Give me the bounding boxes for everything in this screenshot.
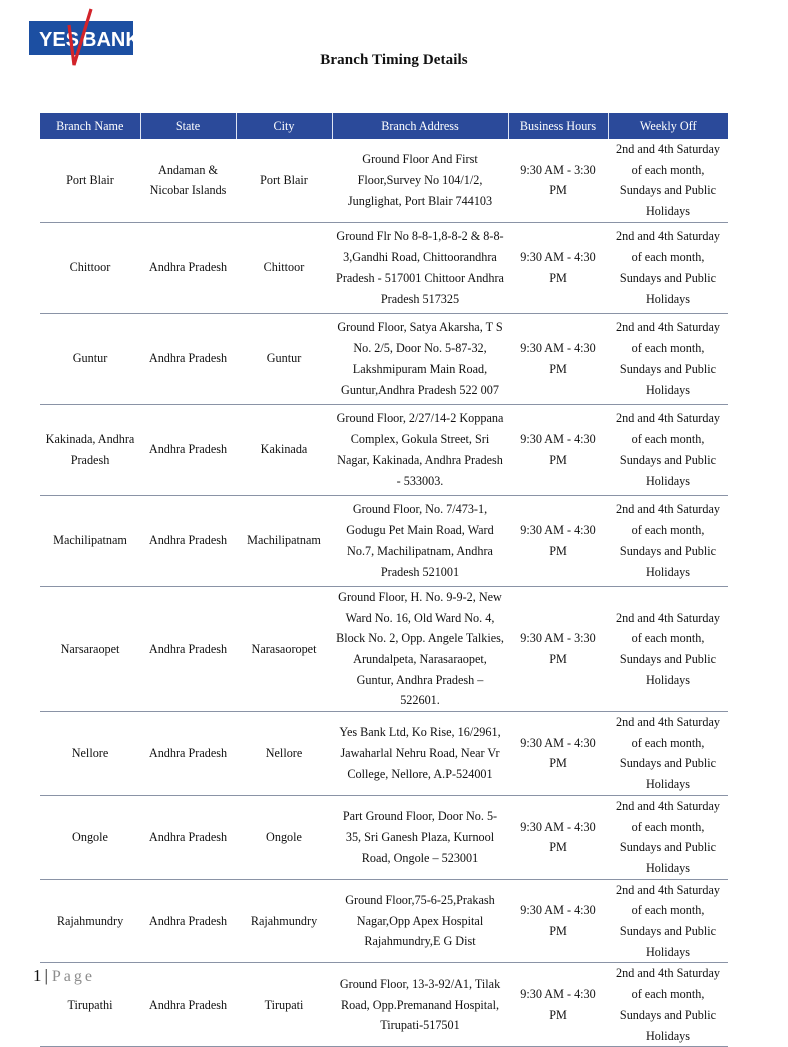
page-number: 1 bbox=[33, 966, 42, 985]
table-row bbox=[40, 404, 728, 495]
cell-business-hours: 9:30 AM - 4:30 PM bbox=[508, 222, 608, 313]
cell-business-hours: 9:30 AM - 4:30 PM bbox=[508, 963, 608, 1047]
header-branch-name: Branch Name bbox=[40, 113, 140, 139]
cell-weekly-off: 2nd and 4th Saturday of each month, Sundays and Public Holidays bbox=[608, 586, 728, 711]
cell-branch-address: Ground Floor, 13-3-92/A1, Tilak Road, Opp.Premanand Hospital, Tirupati-517501 bbox=[332, 963, 508, 1047]
cell-branch-address: Ground Floor And First Floor,Survey No 104/1/2, Junglighat, Port Blair 744103 bbox=[332, 139, 508, 222]
cell-branch-name: Port Blair bbox=[40, 139, 140, 222]
table-row bbox=[40, 495, 728, 586]
header-weekly-off: Weekly Off bbox=[608, 113, 728, 139]
cell-branch-name: Machilipatnam bbox=[40, 495, 140, 586]
cell-state: Andhra Pradesh bbox=[140, 712, 236, 796]
cell-branch-name: Ongole bbox=[40, 795, 140, 879]
cell-branch-address: Ground Floor, No. 7/473-1, Godugu Pet Main Road, Ward No.7, Machilipatnam, Andhra Pradesh 521001 bbox=[332, 495, 508, 586]
cell-weekly-off: 2nd and 4th Saturday of each month, Sundays and Public Holidays bbox=[608, 879, 728, 963]
cell-state: Andhra Pradesh bbox=[140, 404, 236, 495]
cell-city: Nellore bbox=[236, 712, 332, 796]
cell-weekly-off: 2nd and 4th Saturday of each month, Sundays and Public Holidays bbox=[608, 139, 728, 222]
cell-branch-name: Nellore bbox=[40, 712, 140, 796]
cell-business-hours: 9:30 AM - 4:30 PM bbox=[508, 404, 608, 495]
page-separator: | bbox=[44, 966, 48, 985]
cell-city: Chittoor bbox=[236, 222, 332, 313]
table-row bbox=[40, 222, 728, 313]
cell-state: Andhra Pradesh bbox=[140, 586, 236, 711]
table-row bbox=[40, 879, 728, 963]
cell-business-hours: 9:30 AM - 4:30 PM bbox=[508, 313, 608, 404]
cell-weekly-off: 2nd and 4th Saturday of each month, Sundays and Public Holidays bbox=[608, 963, 728, 1047]
cell-branch-address: Ground Floor,75-6-25,Prakash Nagar,Opp Apex Hospital Rajahmundry,E G Dist bbox=[332, 879, 508, 963]
cell-city: Rajahmundry bbox=[236, 879, 332, 963]
branch-timing-table bbox=[40, 113, 728, 1047]
cell-weekly-off: 2nd and 4th Saturday of each month, Sundays and Public Holidays bbox=[608, 712, 728, 796]
cell-business-hours: 9:30 AM - 3:30 PM bbox=[508, 586, 608, 711]
header-branch-address: Branch Address bbox=[332, 113, 508, 139]
header-business-hours: Business Hours bbox=[508, 113, 608, 139]
cell-city: Port Blair bbox=[236, 139, 332, 222]
cell-branch-name: Kakinada, Andhra Pradesh bbox=[40, 404, 140, 495]
cell-business-hours: 9:30 AM - 4:30 PM bbox=[508, 879, 608, 963]
cell-business-hours: 9:30 AM - 4:30 PM bbox=[508, 495, 608, 586]
cell-city: Machilipatnam bbox=[236, 495, 332, 586]
cell-branch-name: Narsaraopet bbox=[40, 586, 140, 711]
cell-weekly-off: 2nd and 4th Saturday of each month, Sundays and Public Holidays bbox=[608, 495, 728, 586]
header-state: State bbox=[140, 113, 236, 139]
cell-city: Guntur bbox=[236, 313, 332, 404]
cell-state: Andhra Pradesh bbox=[140, 963, 236, 1047]
header-city: City bbox=[236, 113, 332, 139]
logo-text-yes: YES bbox=[39, 29, 80, 51]
cell-state: Andhra Pradesh bbox=[140, 879, 236, 963]
cell-weekly-off: 2nd and 4th Saturday of each month, Sundays and Public Holidays bbox=[608, 404, 728, 495]
cell-city: Kakinada bbox=[236, 404, 332, 495]
cell-state: Andhra Pradesh bbox=[140, 495, 236, 586]
cell-branch-name: Guntur bbox=[40, 313, 140, 404]
cell-state: Andhra Pradesh bbox=[140, 222, 236, 313]
table-header-row bbox=[40, 113, 728, 139]
cell-branch-address: Ground Floor, 2/27/14-2 Koppana Complex, Gokula Street, Sri Nagar, Kakinada, Andhra Pradesh - 533003. bbox=[332, 404, 508, 495]
cell-branch-name: Chittoor bbox=[40, 222, 140, 313]
cell-branch-address: Ground Flr No 8-8-1,8-8-2 & 8-8-3,Gandhi Road, Chittoorandhra Pradesh - 517001 Chittoor Andhra Pradesh 517325 bbox=[332, 222, 508, 313]
cell-business-hours: 9:30 AM - 4:30 PM bbox=[508, 712, 608, 796]
table-row bbox=[40, 586, 728, 711]
cell-weekly-off: 2nd and 4th Saturday of each month, Sundays and Public Holidays bbox=[608, 222, 728, 313]
cell-branch-address: Ground Floor, H. No. 9-9-2, New Ward No. 16, Old Ward No. 4, Block No. 2, Opp. Angele Talkies, Arundalpeta, Narasaraopet, Guntur, Andhra Pradesh – 522601. bbox=[332, 586, 508, 711]
cell-city: Tirupati bbox=[236, 963, 332, 1047]
cell-state: Andhra Pradesh bbox=[140, 795, 236, 879]
page-title: Branch Timing Details bbox=[320, 52, 468, 68]
cell-business-hours: 9:30 AM - 3:30 PM bbox=[508, 139, 608, 222]
page-footer bbox=[33, 966, 95, 986]
cell-weekly-off: 2nd and 4th Saturday of each month, Sundays and Public Holidays bbox=[608, 313, 728, 404]
table-row bbox=[40, 963, 728, 1047]
table-row bbox=[40, 795, 728, 879]
cell-state: Andhra Pradesh bbox=[140, 313, 236, 404]
table-row bbox=[40, 712, 728, 796]
cell-branch-name: Rajahmundry bbox=[40, 879, 140, 963]
table-row bbox=[40, 313, 728, 404]
logo-text-bank: BANK bbox=[82, 29, 140, 51]
cell-state: Andaman & Nicobar Islands bbox=[140, 139, 236, 222]
cell-branch-address: Ground Floor, Satya Akarsha, T S No. 2/5, Door No. 5-87-32, Lakshmipuram Main Road, Guntur,Andhra Pradesh 522 007 bbox=[332, 313, 508, 404]
cell-weekly-off: 2nd and 4th Saturday of each month, Sundays and Public Holidays bbox=[608, 795, 728, 879]
cell-branch-address: Part Ground Floor, Door No. 5-35, Sri Ganesh Plaza, Kurnool Road, Ongole – 523001 bbox=[332, 795, 508, 879]
cell-city: Ongole bbox=[236, 795, 332, 879]
cell-branch-address: Yes Bank Ltd, Ko Rise, 16/2961, Jawaharlal Nehru Road, Near Vr College, Nellore, A.P-524001 bbox=[332, 712, 508, 796]
cell-city: Narasaoropet bbox=[236, 586, 332, 711]
page-label: Page bbox=[51, 968, 96, 985]
cell-business-hours: 9:30 AM - 4:30 PM bbox=[508, 795, 608, 879]
cell-branch-name: Tirupathi bbox=[40, 963, 140, 1047]
table-row bbox=[40, 139, 728, 222]
